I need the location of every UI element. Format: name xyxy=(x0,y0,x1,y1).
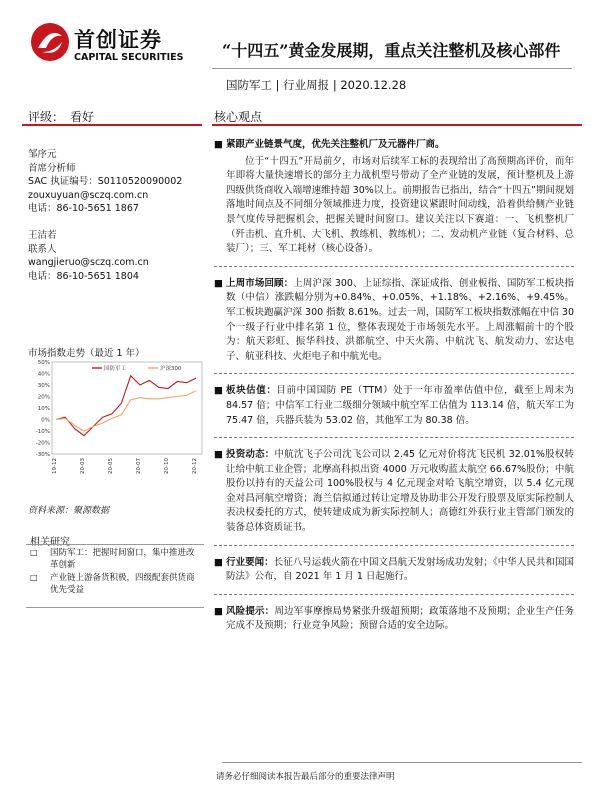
chart-plot-frame xyxy=(52,362,202,454)
paragraph-body: 上周沪深 300、上证综指、深证成指、创业板指、国防军工板块指数（中信）涨跌幅分别为+0.84%、+0.05%、+1.18%、+2.16%、+9.45%。军工板块跑赢沪深 300 指数 8.61%。过去一周，国防军工板块指数涨幅在中信 30 个一级子行业中排名第 1 位，整体表现处于市场领先水平。上周涨幅前十的个股为：航天彩虹、振华科技、洪都航空、中天火箭、中航沈飞、航发动力、宏达电子、航亚科技、火炬电子和中航光电。 xyxy=(226,277,574,362)
analyst-name: 王洁若 xyxy=(28,230,57,241)
y-tick-label: -30% xyxy=(35,452,50,458)
x-tick-label: 20-12 xyxy=(192,458,198,474)
bullet-icon: ■ xyxy=(214,385,223,397)
y-tick-label: 20% xyxy=(37,394,50,401)
header-divider xyxy=(212,68,572,69)
left-red-divider xyxy=(22,124,202,126)
related-research-list xyxy=(40,548,200,598)
bullet-icon: ■ xyxy=(214,277,223,289)
x-tick-label: 19-12 xyxy=(52,458,58,474)
rating xyxy=(28,108,94,125)
chart-title: 市场指数走势（最近 1 年） xyxy=(28,348,145,359)
y-tick-label: -10% xyxy=(35,429,50,435)
paragraph-title: 板块估值： xyxy=(226,385,277,397)
x-tick-label: 20-10 xyxy=(164,458,170,474)
y-tick-label: 30% xyxy=(37,383,50,389)
related-research-item[interactable]: □ 产业链上游备货积极，四级配套供货商优先受益 xyxy=(40,573,200,596)
legal-notice: 请务必仔细阅读本报告最后部分的重要法律声明 xyxy=(216,772,395,782)
section-separator xyxy=(214,594,574,595)
analyst-card-2 xyxy=(28,229,203,283)
series-line xyxy=(56,391,196,431)
y-tick-label: 40% xyxy=(37,371,50,378)
analyst-role: 联系人 xyxy=(28,243,57,255)
analyst-card-1 xyxy=(28,148,203,216)
footer-divider xyxy=(222,762,582,763)
analyst-email: wangjieruo@sczq.com.cn xyxy=(28,257,149,268)
logo-english-name: CAPITAL SECURITIES xyxy=(74,52,184,63)
paragraph-industry-news xyxy=(214,556,574,585)
section-separator xyxy=(214,373,574,374)
x-tick-label: 20-03 xyxy=(80,458,86,474)
market-index-chart xyxy=(26,358,206,486)
logo-chinese-name: 首创证券 xyxy=(74,28,162,52)
legend-label: 国防军工 xyxy=(104,366,127,372)
x-tick-label: 20-07 xyxy=(136,458,142,474)
y-tick-label: 10% xyxy=(37,406,50,412)
core-view-heading: 核心观点 xyxy=(214,110,263,124)
analyst-name: 邹序元 xyxy=(28,149,57,160)
rating-value: 看好 xyxy=(70,110,95,124)
paragraph-body: 周边军事摩擦局势紧张升级超预期；政策落地不及预期；企业生产任务完成不及预期；行业竞争风险；预留合适的安全边际。 xyxy=(226,605,574,632)
section-separator xyxy=(214,437,574,438)
rating-label: 评级： xyxy=(28,110,65,124)
bullet-icon: ■ xyxy=(214,556,223,568)
paragraph-valuation xyxy=(214,384,574,428)
chart-source: 资料来源：聚源数据 xyxy=(28,506,110,516)
paragraph-investment-news xyxy=(214,448,574,536)
x-tick-label: 20-05 xyxy=(108,458,114,474)
right-red-divider xyxy=(212,124,582,126)
paragraph-body: 长征八号运载火箭在中国文昌航天发射场成功发射；《中华人民共和国国防法》公布，自 2021 年 1 月 1 日起施行。 xyxy=(226,556,574,583)
paragraph-title: 紧跟产业链景气度，优先关注整机厂及元器件厂商。 xyxy=(226,139,445,150)
paragraph-body: 目前中国国防 PE（TTM）处于一年市盈率估值中位，截至上周末为 84.57 倍；中信军工行业二级细分领域中航空军工估值为 113.14 倍，航天军工为 75.47 倍，兵器兵装为 53.02 倍，其他军工为 80.38 倍。 xyxy=(226,385,574,426)
paragraph-market-review xyxy=(214,277,574,365)
section-separator xyxy=(214,545,574,546)
analyst-phone: 电话：86-10-5651 1867 xyxy=(28,203,139,214)
y-tick-label: 50% xyxy=(37,360,50,366)
y-tick-label: -20% xyxy=(35,440,50,447)
paragraph-body: 位于“十四五”开局前夕，市场对后续军工标的表现给出了高预期高评价，而年年即将大量快速增长的部分主力战机型号带动了全产业链的发展，预计整机及上游四级供货商收入端增速维持超 30%以上。前期报告已指出，结合“十四五”期间规划落地时间点及不同细分领域推进力度，投资建议紧跟时间动线，沿着供给侧产业链景气度传导把握机会，把握关键时间窗口。建议关注以下赛道：一、飞机整机厂（歼击机、直升机、大飞机、教练机、教练机）；二、发动机产业链（复合材料、总装厂）；三、军工耗材（核心设备）。 xyxy=(226,155,574,255)
paragraph-title: 上周市场回顾： xyxy=(226,277,294,289)
legend-label: 沪深300 xyxy=(160,366,182,372)
paragraph-title: 行业要闻： xyxy=(226,556,274,568)
paragraph-body: 中航沈飞子公司沈飞公司以 2.45 亿元对价将沈飞民机 32.01%股权转让给中航工业企管；北摩高科拟出资 4000 万元收购蓝太航空 66.67%股份；中航股份以持有的天益公司 100%股权与 4 亿元现金对哈飞航空增资，以 5.4 亿元现金对昌河航空增资；海兰信拟通过转让定增及协助非公开发行股票及原实际控制人表决权委托的方式，使转建成成为新实际控制人；高德红外获行业主管部门颁发的装备总体资质证书。 xyxy=(226,449,574,534)
report-meta: 国防军工 | 行业周报 | 2020.12.28 xyxy=(226,78,407,92)
paragraph-risk-warning xyxy=(214,605,574,634)
analyst-phone: 电话：86-10-5651 1804 xyxy=(28,270,139,282)
paragraph-industry-outlook xyxy=(214,138,574,153)
related-research-item[interactable]: □ 国防军工：把握时间窗口，集中推进改革创新 xyxy=(40,548,200,571)
report-title: “十四五”黄金发展期，重点关注整机及核心部件 xyxy=(222,41,561,60)
capital-securities-logo-icon xyxy=(30,22,70,62)
y-tick-label: 0% xyxy=(41,417,50,424)
bullet-icon: ■ xyxy=(214,449,223,461)
analyst-role: 首席分析师 xyxy=(28,162,76,174)
core-view-body xyxy=(214,138,574,634)
related-research-title: 相关研究 xyxy=(30,537,70,548)
bullet-icon: ■ xyxy=(214,605,223,617)
section-separator xyxy=(214,266,574,267)
paragraph-title: 投资动态： xyxy=(226,449,275,461)
analyst-email: zouxuyuan@sczq.com.cn xyxy=(28,189,149,201)
paragraph-title: 风险提示： xyxy=(226,605,275,617)
analyst-license: SAC 执证编号：S0110520090002 xyxy=(28,176,183,187)
bullet-icon: ■ xyxy=(214,139,223,150)
company-logo xyxy=(30,22,200,72)
